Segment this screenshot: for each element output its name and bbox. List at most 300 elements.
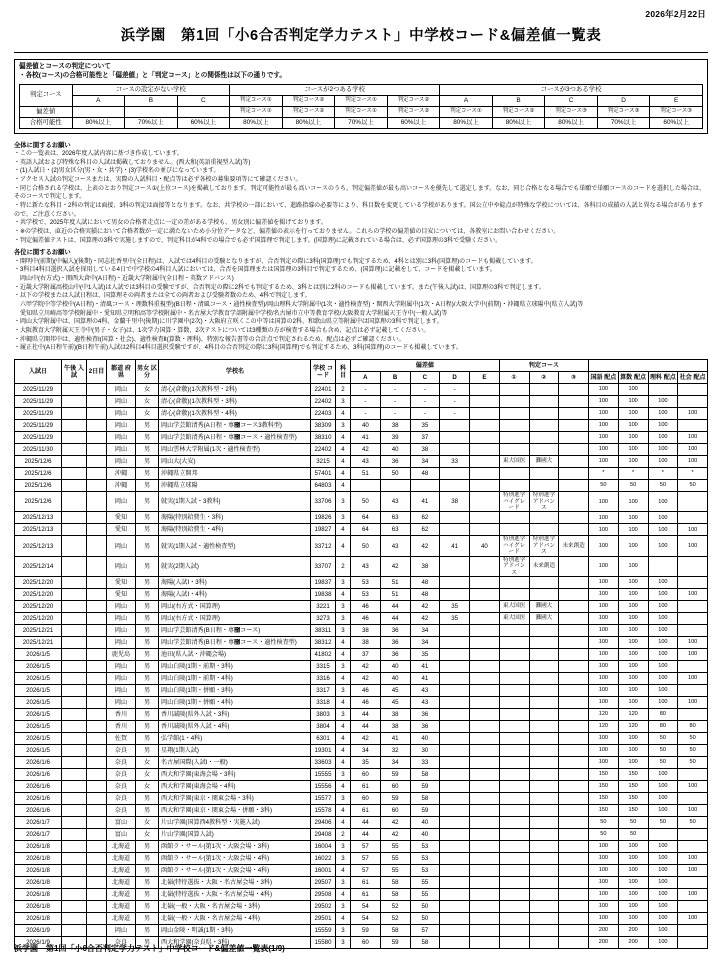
table-row[interactable]: [15, 588, 708, 600]
cell-deviation-1: 45: [380, 696, 410, 708]
cell-course-2: [529, 768, 559, 780]
table-row[interactable]: [15, 924, 708, 936]
cell-score-2: 100: [648, 636, 678, 648]
cell-score-2: [648, 384, 678, 396]
cell-deviation-4: [470, 900, 500, 912]
cell-score-0: 100: [589, 408, 619, 420]
cell-date: 2026/1/8: [15, 840, 62, 852]
cell-deviation-3: [440, 876, 470, 888]
cell-course-1: [499, 408, 529, 420]
table-row[interactable]: [15, 536, 708, 556]
cell-score-2: 50: [648, 756, 678, 768]
cell-school-name: 海陽(特別給費生・4科): [159, 524, 311, 536]
cell-score-3: [678, 900, 708, 912]
table-row[interactable]: [15, 396, 708, 408]
cell-course-3: [559, 576, 589, 588]
cell-deviation-1: 58: [380, 876, 410, 888]
table-row[interactable]: [15, 624, 708, 636]
table-row[interactable]: [15, 780, 708, 792]
cell-deviation-0: 57: [351, 840, 381, 852]
table-row[interactable]: [15, 420, 708, 432]
cell-course-1: [499, 468, 529, 480]
notes-line: ・アクセス入試の判定コースまたは、実際の入試科目・配点等は必ず各校の募集要項等にて確認ください。: [14, 176, 302, 183]
table-row[interactable]: [15, 840, 708, 852]
cell-score-3: [678, 492, 708, 512]
legend-g2-col-3: D: [597, 95, 650, 106]
cell-course-1: [499, 924, 529, 936]
cell-course-2: 特別進学アドバンス: [529, 536, 559, 556]
cell-score-3: [678, 624, 708, 636]
cell-deviation-1: 42: [380, 828, 410, 840]
cell-score-1: 100: [618, 384, 648, 396]
th-code: 学校 コード: [311, 360, 336, 384]
cell-deviation-1: 45: [380, 684, 410, 696]
notes-line: ・この一覧表は、2026年度入試内容に基づき作成しています。: [14, 150, 183, 157]
cell-deviation-2: 55: [410, 876, 440, 888]
cell-prefecture: 奈良: [107, 768, 136, 780]
cell-school-code: 15578: [311, 804, 336, 816]
cell-score-0: 100: [589, 864, 619, 876]
cell-prefecture: 北海道: [107, 912, 136, 924]
cell-score-0: 100: [589, 840, 619, 852]
cell-deviation-2: 57: [410, 924, 440, 936]
cell-deviation-2: 62: [410, 512, 440, 524]
cell-school-code: 29406: [311, 816, 336, 828]
cell-prefecture: 岡山: [107, 624, 136, 636]
cell-score-1: *: [618, 468, 648, 480]
cell-course-1: [499, 396, 529, 408]
cell-deviation-3: 33: [440, 456, 470, 468]
table-row[interactable]: [15, 408, 708, 420]
cell-subject-count: 4: [336, 648, 351, 660]
cell-score-2: 100: [648, 840, 678, 852]
table-row[interactable]: [15, 792, 708, 804]
cell-prefecture: 岡山: [107, 420, 136, 432]
cell-score-2: 100: [648, 864, 678, 876]
table-row[interactable]: [15, 828, 708, 840]
cell-sex: 男: [136, 684, 159, 696]
table-row[interactable]: [15, 456, 708, 468]
cell-course-2: 未来創造: [529, 556, 559, 576]
cell-afternoon: [62, 660, 87, 672]
cell-course-2: [529, 888, 559, 900]
cell-score-3: [678, 612, 708, 624]
table-row[interactable]: [15, 900, 708, 912]
cell-score-3: 50: [678, 756, 708, 768]
cell-school-name: 弘学館(1・4科): [159, 732, 311, 744]
cell-score-3: [678, 876, 708, 888]
cell-deviation-0: 34: [351, 744, 381, 756]
cell-day2: [87, 576, 107, 588]
table-row[interactable]: [15, 612, 708, 624]
cell-day2: [87, 432, 107, 444]
cell-deviation-0: 46: [351, 612, 381, 624]
cell-score-1: 100: [618, 556, 648, 576]
cell-score-2: 100: [648, 536, 678, 556]
table-row[interactable]: [15, 804, 708, 816]
cell-deviation-1: 36: [380, 624, 410, 636]
cell-afternoon: [62, 648, 87, 660]
cell-date: 2026/1/5: [15, 732, 62, 744]
cell-score-1: 100: [618, 408, 648, 420]
school-code-table: [14, 359, 708, 949]
cell-course-3: [559, 708, 589, 720]
cell-school-name: 海陽(入試Ⅰ・3科): [159, 576, 311, 588]
cell-sex: 男: [136, 840, 159, 852]
cell-afternoon: [62, 708, 87, 720]
legend-g1-val-0: 80%以上: [230, 117, 283, 128]
legend-g0-col-2: C: [177, 95, 230, 106]
cell-deviation-2: 53: [410, 840, 440, 852]
cell-deviation-0: 61: [351, 876, 381, 888]
cell-course-3: [559, 936, 589, 948]
cell-prefecture: 沖縄: [107, 468, 136, 480]
cell-course-1: [499, 756, 529, 768]
cell-deviation-0: 50: [351, 492, 381, 512]
cell-score-0: 100: [589, 732, 619, 744]
cell-deviation-0: 38: [351, 624, 381, 636]
cell-prefecture: 岡山: [107, 684, 136, 696]
cell-course-2: [529, 804, 559, 816]
notes-line: 六甲学院中等学校中(A日程)・清風コース・理数科重視型)(B日程・清風コース・通性検査型)/岡山理科大学附属中(1次・適性検査型)・関西大学附属中(1次・A日程)/大阪大学中(前期)・沖縄県立球陽中(県立入試)等: [14, 302, 584, 309]
cell-subject-count: 4: [336, 888, 351, 900]
cell-score-0: 100: [589, 888, 619, 900]
table-row[interactable]: [15, 556, 708, 576]
cell-school-code: 16001: [311, 864, 336, 876]
legend-g0-val-2: 60%以上: [177, 117, 230, 128]
cell-deviation-4: [470, 756, 500, 768]
cell-day2: [87, 840, 107, 852]
cell-score-1: 100: [618, 512, 648, 524]
cell-score-0: 100: [589, 492, 619, 512]
cell-afternoon: [62, 612, 87, 624]
cell-school-name: 西大和学園(東京・関東会場・3科): [159, 792, 311, 804]
cell-date: 2026/1/5: [15, 684, 62, 696]
cell-school-name: 香川誠陵(県外入試・3科): [159, 708, 311, 720]
cell-deviation-3: 35: [440, 600, 470, 612]
cell-deviation-1: 51: [380, 576, 410, 588]
cell-deviation-4: [470, 840, 500, 852]
cell-score-2: 80: [648, 720, 678, 732]
legend-g1-col-2: 判定コース①: [335, 95, 388, 106]
cell-school-code: 19826: [311, 512, 336, 524]
cell-date: 2026/1/7: [15, 828, 62, 840]
table-row[interactable]: [15, 384, 708, 396]
cell-score-0: 100: [589, 576, 619, 588]
cell-course-3: [559, 396, 589, 408]
cell-deviation-3: [440, 804, 470, 816]
cell-sex: 男: [136, 888, 159, 900]
table-row[interactable]: [15, 768, 708, 780]
cell-course-3: [559, 456, 589, 468]
cell-course-2: [529, 636, 559, 648]
cell-deviation-0: 61: [351, 780, 381, 792]
cell-date: 2025/11/30: [15, 444, 62, 456]
cell-school-name: 函館ラ・サール(第1次・大阪会場・3科): [159, 840, 311, 852]
cell-deviation-3: [440, 888, 470, 900]
cell-deviation-0: 57: [351, 852, 381, 864]
legend-g0-col-0: A: [72, 95, 125, 106]
cell-deviation-4: [470, 792, 500, 804]
cell-score-2: 100: [648, 912, 678, 924]
cell-score-1: 100: [618, 684, 648, 696]
cell-score-1: 100: [618, 852, 648, 864]
cell-deviation-0: 54: [351, 900, 381, 912]
cell-deviation-1: 60: [380, 804, 410, 816]
cell-afternoon: [62, 492, 87, 512]
legend-group-0-name: コースの設定がない学校: [72, 84, 230, 95]
table-row[interactable]: [15, 468, 708, 480]
cell-course-2: [529, 792, 559, 804]
cell-score-3: [678, 792, 708, 804]
cell-deviation-2: 48: [410, 588, 440, 600]
cell-deviation-4: [470, 684, 500, 696]
cell-deviation-4: [470, 768, 500, 780]
legend-line-2: ・各校(コース)の合格可能性と「偏差値」と「判定コース」との関係性は以下の通りです。: [19, 71, 286, 79]
cell-subject-count: 3: [336, 624, 351, 636]
cell-day2: [87, 744, 107, 756]
cell-school-code: 33712: [311, 536, 336, 556]
cell-deviation-3: [440, 660, 470, 672]
cell-score-3: 100: [678, 432, 708, 444]
cell-score-3: [678, 660, 708, 672]
cell-course-3: [559, 864, 589, 876]
cell-deviation-3: -: [440, 384, 470, 396]
cell-deviation-3: [440, 744, 470, 756]
cell-subject-count: 3: [336, 512, 351, 524]
table-row[interactable]: [15, 636, 708, 648]
legend-g2-sub-4: 判定コース③: [650, 106, 703, 117]
table-row[interactable]: [15, 444, 708, 456]
cell-school-code: 15555: [311, 768, 336, 780]
notes-block: [14, 141, 708, 353]
cell-course-1: [499, 816, 529, 828]
cell-deviation-1: 58: [380, 924, 410, 936]
cell-score-1: 100: [618, 588, 648, 600]
cell-score-0: 100: [589, 744, 619, 756]
table-row[interactable]: [15, 524, 708, 536]
cell-deviation-2: 37: [410, 432, 440, 444]
cell-deviation-2: [410, 480, 440, 492]
table-row[interactable]: [15, 672, 708, 684]
cell-sex: 男: [136, 524, 159, 536]
cell-afternoon: [62, 828, 87, 840]
cell-deviation-4: [470, 804, 500, 816]
th-fee-group: [589, 360, 708, 372]
cell-subject-count: 4: [336, 456, 351, 468]
notes-heading: 全体に関するお願い: [14, 141, 71, 149]
cell-course-1: 東大国医: [499, 612, 529, 624]
table-row[interactable]: [15, 912, 708, 924]
cell-course-2: 灘國大: [529, 600, 559, 612]
cell-day2: [87, 792, 107, 804]
cell-deviation-3: [440, 512, 470, 524]
legend-g2-col-4: E: [650, 95, 703, 106]
cell-course-3: [559, 588, 589, 600]
cell-course-1: [499, 672, 529, 684]
cell-afternoon: [62, 876, 87, 888]
table-row[interactable]: [15, 512, 708, 524]
cell-school-code: 3803: [311, 708, 336, 720]
cell-school-name: 北嶺(一般・大阪・名古屋会場・4科): [159, 912, 311, 924]
cell-afternoon: [62, 512, 87, 524]
cell-course-2: [529, 624, 559, 636]
cell-deviation-3: [440, 792, 470, 804]
th-dev-A: A: [351, 372, 381, 384]
table-row[interactable]: [15, 660, 708, 672]
table-row[interactable]: [15, 732, 708, 744]
cell-school-name: 沖縄県立開邦: [159, 468, 311, 480]
cell-school-name: 就実(1期入試・3教科): [159, 492, 311, 512]
cell-course-3: [559, 408, 589, 420]
table-row[interactable]: [15, 600, 708, 612]
cell-day2: [87, 384, 107, 396]
cell-course-2: [529, 876, 559, 888]
cell-deviation-1: 59: [380, 792, 410, 804]
cell-deviation-2: 34: [410, 456, 440, 468]
cell-course-2: [529, 756, 559, 768]
title-divider: [14, 52, 708, 53]
table-row[interactable]: [15, 720, 708, 732]
cell-score-2: 100: [648, 696, 678, 708]
legend-g2-sub-1: 判定コース②: [492, 106, 545, 117]
cell-deviation-0: [351, 480, 381, 492]
cell-deviation-1: 36: [380, 648, 410, 660]
cell-deviation-0: 42: [351, 444, 381, 456]
cell-deviation-2: 33: [410, 756, 440, 768]
cell-deviation-4: [470, 660, 500, 672]
th-course-2: ②: [529, 372, 559, 384]
legend-course-header: 判定コース: [20, 84, 73, 106]
cell-sex: 男: [136, 924, 159, 936]
th-am: 午後 入試: [62, 360, 87, 384]
table-row[interactable]: [15, 888, 708, 900]
cell-score-1: 50: [618, 828, 648, 840]
cell-subject-count: 4: [336, 912, 351, 924]
cell-score-0: 100: [589, 456, 619, 468]
table-row[interactable]: [15, 696, 708, 708]
legend-g2-val-0: 80%以上: [440, 117, 493, 128]
cell-deviation-1: 55: [380, 840, 410, 852]
cell-deviation-3: [440, 900, 470, 912]
cell-deviation-2: -: [410, 396, 440, 408]
cell-score-2: 100: [648, 624, 678, 636]
cell-deviation-0: 44: [351, 708, 381, 720]
cell-sex: 男: [136, 744, 159, 756]
cell-school-code: 64803: [311, 480, 336, 492]
cell-prefecture: 奈良: [107, 792, 136, 804]
cell-date: 2025/12/6: [15, 456, 62, 468]
cell-afternoon: [62, 432, 87, 444]
cell-deviation-1: 42: [380, 816, 410, 828]
cell-score-3: [678, 576, 708, 588]
cell-deviation-4: [470, 396, 500, 408]
table-row[interactable]: [15, 432, 708, 444]
cell-date: 2026/1/8: [15, 912, 62, 924]
cell-deviation-0: 53: [351, 588, 381, 600]
cell-deviation-1: 52: [380, 900, 410, 912]
table-row[interactable]: [15, 864, 708, 876]
th-dev-E: E: [470, 372, 500, 384]
cell-course-1: [499, 576, 529, 588]
cell-school-name: 清心(倉敷)(1次教科型・2科): [159, 384, 311, 396]
cell-afternoon: [62, 468, 87, 480]
cell-school-name: 就実(1期入試・適性検査型): [159, 536, 311, 556]
cell-course-1: [499, 708, 529, 720]
cell-deviation-1: 63: [380, 512, 410, 524]
cell-deviation-1: 39: [380, 432, 410, 444]
cell-deviation-3: [440, 708, 470, 720]
table-row[interactable]: [15, 684, 708, 696]
cell-subject-count: 3: [336, 924, 351, 936]
cell-course-1: [499, 792, 529, 804]
cell-afternoon: [62, 888, 87, 900]
cell-date: 2025/11/29: [15, 432, 62, 444]
cell-deviation-3: [440, 556, 470, 576]
cell-deviation-3: [440, 684, 470, 696]
cell-school-name: 海陽(特別給費生・3科): [159, 512, 311, 524]
cell-sex: 男: [136, 648, 159, 660]
table-row[interactable]: [15, 852, 708, 864]
cell-course-3: [559, 444, 589, 456]
table-row[interactable]: [15, 816, 708, 828]
table-row[interactable]: [15, 648, 708, 660]
cell-afternoon: [62, 792, 87, 804]
table-row[interactable]: [15, 876, 708, 888]
cell-score-1: 100: [618, 888, 648, 900]
cell-score-2: 100: [648, 936, 678, 948]
cell-deviation-4: [470, 556, 500, 576]
cell-course-2: [529, 396, 559, 408]
cell-score-3: 50: [678, 480, 708, 492]
cell-subject-count: 4: [336, 480, 351, 492]
table-body: [15, 384, 708, 949]
cell-score-1: 100: [618, 420, 648, 432]
cell-day2: [87, 468, 107, 480]
cell-course-3: [559, 612, 589, 624]
cell-score-3: [678, 384, 708, 396]
cell-deviation-0: 57: [351, 864, 381, 876]
cell-deviation-2: 34: [410, 636, 440, 648]
cell-school-code: 33603: [311, 756, 336, 768]
table-row[interactable]: [15, 756, 708, 768]
cell-deviation-0: 64: [351, 512, 381, 524]
cell-course-1: [499, 660, 529, 672]
table-row[interactable]: [15, 480, 708, 492]
cell-course-1: [499, 696, 529, 708]
cell-school-name: 片山学園(国算西4教科型・実施入試): [159, 816, 311, 828]
table-row[interactable]: [15, 576, 708, 588]
cell-school-name: 岡山白陵(1期・併願・4科): [159, 696, 311, 708]
cell-prefecture: 岡山: [107, 696, 136, 708]
legend-g2-val-1: 80%以上: [492, 117, 545, 128]
table-row[interactable]: [15, 708, 708, 720]
table-row[interactable]: [15, 492, 708, 512]
cell-score-1: 100: [618, 864, 648, 876]
cell-deviation-3: [440, 768, 470, 780]
cell-deviation-2: 43: [410, 684, 440, 696]
cell-course-1: [499, 900, 529, 912]
table-row[interactable]: [15, 744, 708, 756]
cell-score-0: 100: [589, 852, 619, 864]
cell-subject-count: 4: [336, 732, 351, 744]
cell-prefecture: 富山: [107, 828, 136, 840]
cell-course-2: [529, 660, 559, 672]
cell-score-0: 100: [589, 660, 619, 672]
cell-score-1: 100: [618, 624, 648, 636]
cell-day2: [87, 864, 107, 876]
cell-score-1: 100: [618, 492, 648, 512]
